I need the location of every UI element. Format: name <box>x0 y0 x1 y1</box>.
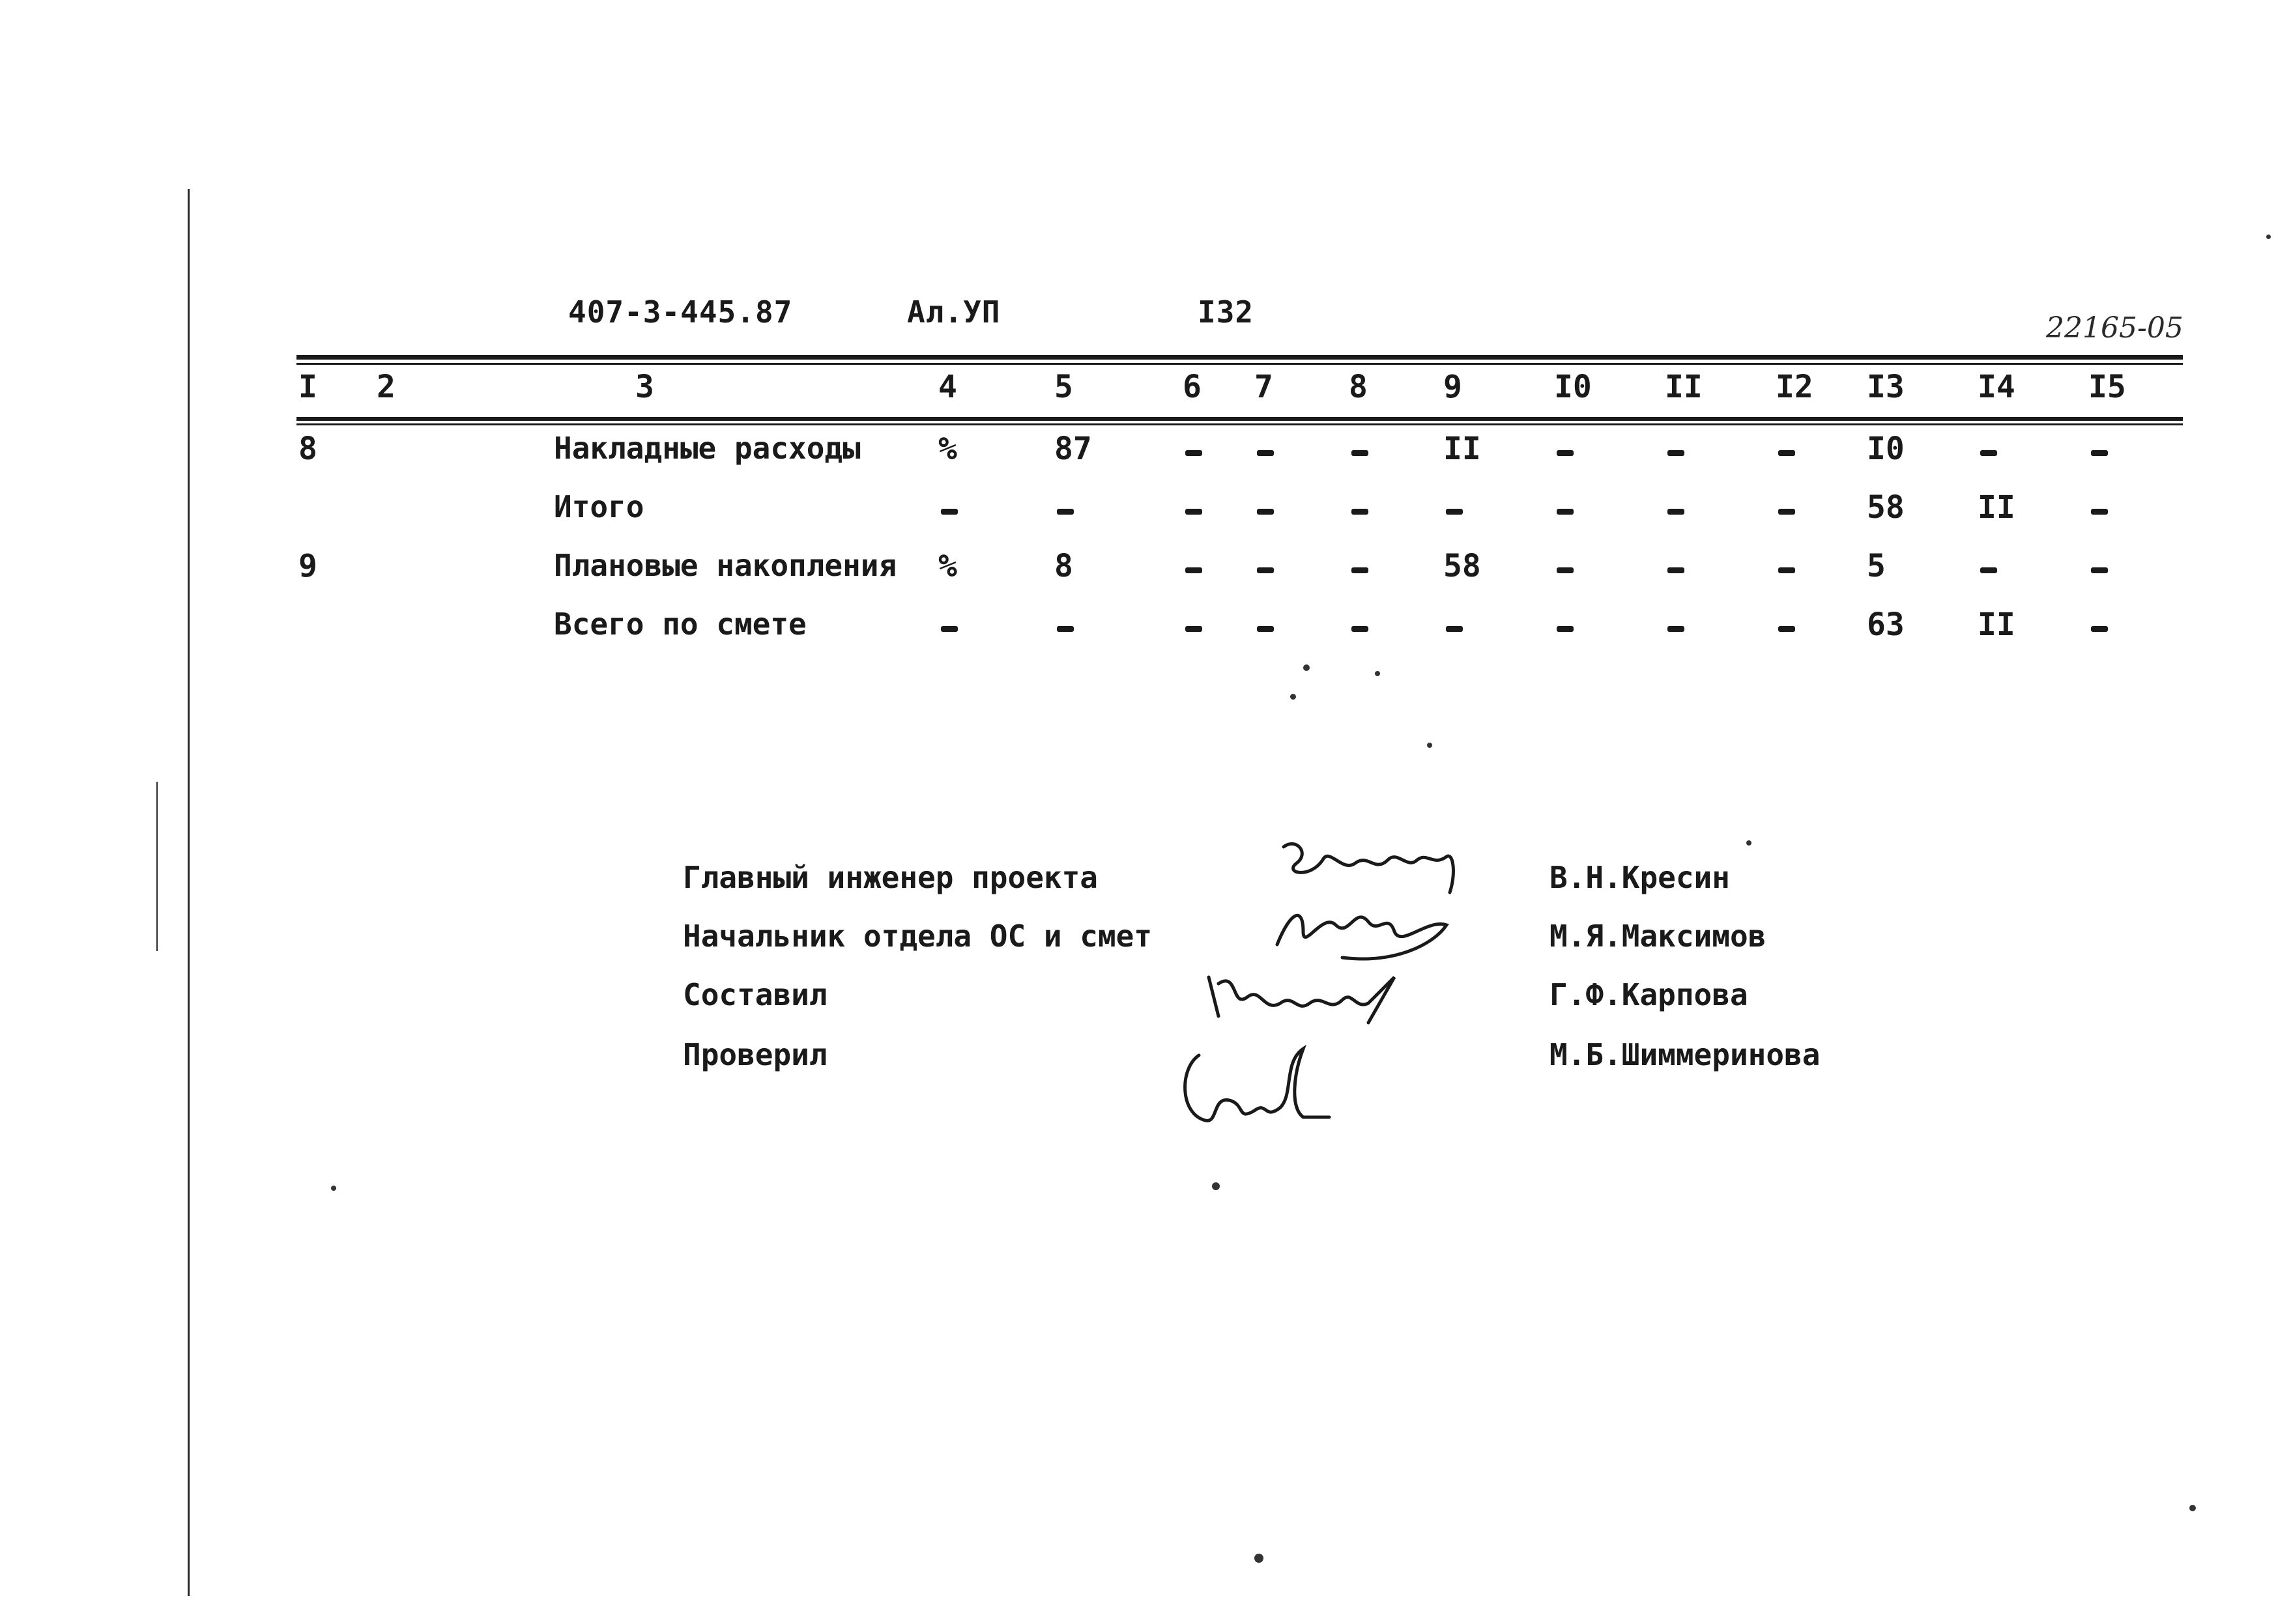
row-name: Всего по смете <box>554 606 807 642</box>
table-header-rule-thin <box>296 423 2183 425</box>
dash-mark <box>1185 509 1202 515</box>
signatory-name: В.Н.Кресин <box>1549 860 1730 895</box>
dash-mark <box>1778 626 1795 632</box>
signature-title: Проверил <box>683 1037 828 1072</box>
signature-title: Главный инженер проекта <box>683 860 1098 895</box>
scan-speck <box>1746 840 1751 846</box>
dash-mark <box>1980 450 1997 456</box>
dash-mark <box>1185 567 1202 573</box>
dash-mark <box>2091 626 2108 632</box>
dash-mark <box>1351 450 1368 456</box>
dash-mark <box>1778 450 1795 456</box>
column-number: II <box>1665 369 1703 405</box>
row-name: Плановые накопления <box>554 548 897 583</box>
row-number: 9 <box>298 548 317 584</box>
cell-value: 63 <box>1867 606 1905 643</box>
cell-value: 58 <box>1443 548 1481 584</box>
dash-mark <box>1557 450 1574 456</box>
handwritten-signature <box>1173 1036 1336 1133</box>
cell-value: % <box>938 431 957 467</box>
scan-speck <box>1254 1554 1263 1563</box>
dash-mark <box>1980 567 1997 573</box>
dash-mark <box>941 509 958 515</box>
column-number: 3 <box>635 369 654 405</box>
scan-speck <box>1212 1182 1220 1190</box>
table-top-rule-thin <box>296 363 2183 365</box>
signatory-name: М.Б.Шиммеринова <box>1549 1037 1821 1072</box>
dash-mark <box>1557 567 1574 573</box>
page-number: I32 <box>1198 294 1254 330</box>
dash-mark <box>1057 626 1074 632</box>
row-number: 8 <box>298 431 317 467</box>
dash-mark <box>1778 567 1795 573</box>
cell-value: II <box>1978 489 2015 526</box>
column-number: 8 <box>1349 369 1368 405</box>
column-number: 6 <box>1183 369 1202 405</box>
column-number: 4 <box>938 369 957 405</box>
dash-mark <box>1557 626 1574 632</box>
table-top-rule <box>296 355 2183 360</box>
scan-speck <box>2266 235 2271 239</box>
dash-mark <box>1185 626 1202 632</box>
cell-value: % <box>938 548 957 584</box>
scan-speck <box>1290 694 1296 700</box>
dash-mark <box>2091 450 2108 456</box>
dash-mark <box>2091 567 2108 573</box>
row-name: Накладные расходы <box>554 431 861 466</box>
cell-value: II <box>1443 431 1481 467</box>
cell-value: 87 <box>1054 431 1092 467</box>
dash-mark <box>1557 509 1574 515</box>
table-header-rule <box>296 417 2183 421</box>
column-number: I0 <box>1554 369 1592 405</box>
dash-mark <box>1351 567 1368 573</box>
scan-speck <box>331 1186 336 1191</box>
dash-mark <box>1446 509 1463 515</box>
dash-mark <box>1351 626 1368 632</box>
binding-line <box>188 189 190 1596</box>
scan-speck <box>1427 743 1432 748</box>
dash-mark <box>1057 509 1074 515</box>
column-number: I4 <box>1978 369 2015 405</box>
column-number: I <box>298 369 317 405</box>
column-number: 2 <box>377 369 396 405</box>
dash-mark <box>1257 450 1274 456</box>
dash-mark <box>1185 450 1202 456</box>
dash-mark <box>1257 567 1274 573</box>
signature-title: Начальник отдела ОС и смет <box>683 919 1153 954</box>
dash-mark <box>941 626 958 632</box>
column-number: 5 <box>1054 369 1073 405</box>
dash-mark <box>1446 626 1463 632</box>
scan-speck <box>1375 671 1380 676</box>
cell-value: II <box>1978 606 2015 643</box>
column-number: 9 <box>1443 369 1462 405</box>
column-number: I3 <box>1867 369 1905 405</box>
signatory-name: Г.Ф.Карпова <box>1549 977 1748 1012</box>
scan-speck <box>2189 1505 2196 1511</box>
cell-value: 8 <box>1054 548 1073 584</box>
scan-speck <box>1303 664 1310 671</box>
cell-value: I0 <box>1867 431 1905 467</box>
dash-mark <box>1667 509 1684 515</box>
cell-value: 5 <box>1867 548 1886 584</box>
column-number: I5 <box>2088 369 2126 405</box>
handwritten-signature <box>1199 958 1420 1029</box>
dash-mark <box>1667 450 1684 456</box>
binding-line <box>156 782 158 951</box>
column-number: 7 <box>1254 369 1273 405</box>
signature-title: Составил <box>683 977 828 1012</box>
doc-code: 407-3-445.87 <box>568 294 793 330</box>
dash-mark <box>1257 509 1274 515</box>
column-number: I2 <box>1776 369 1813 405</box>
signatory-name: М.Я.Максимов <box>1549 919 1766 954</box>
dash-mark <box>1351 509 1368 515</box>
dash-mark <box>1257 626 1274 632</box>
dash-mark <box>1778 509 1795 515</box>
album-label: Ал.УП <box>907 294 1001 330</box>
cell-value: 58 <box>1867 489 1905 526</box>
archive-code: 22165-05 <box>2046 311 2183 345</box>
row-name: Итого <box>554 489 644 524</box>
dash-mark <box>1667 626 1684 632</box>
dash-mark <box>2091 509 2108 515</box>
dash-mark <box>1667 567 1684 573</box>
